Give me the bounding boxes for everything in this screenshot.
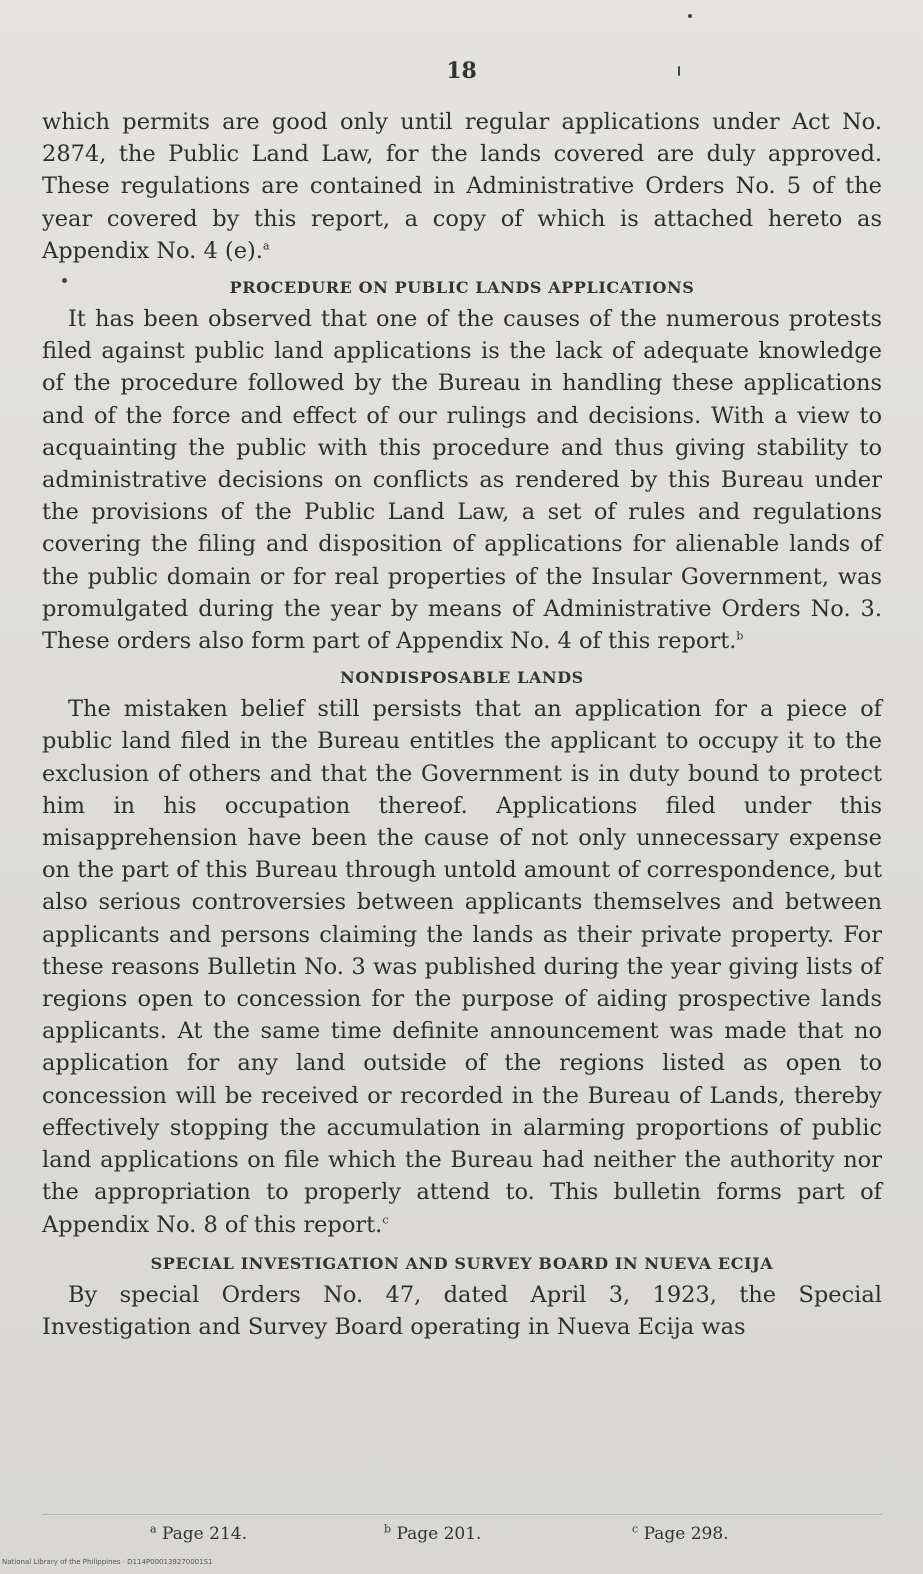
library-watermark: National Library of the Philippines · D114P000139270001S1 <box>2 1558 213 1566</box>
section-heading-nondisposable: NONDISPOSABLE LANDS <box>340 668 584 688</box>
footnotes <box>0 1524 923 1550</box>
footnote-marker: b <box>736 629 744 643</box>
footnote-text: Page 298. <box>643 1524 729 1544</box>
section-paragraph-text: It has been observed that one of the causes of the numerous protests filed against public land applications is the lack of adequate knowledge of the procedure followed by the Bureau in handling these applications and of the force and effect of our rulings and decisions. With a view to acquainting the public with this procedure and thus giving stability to administrative decisions on conflicts as rendered by this Bureau under the provisions of the Public Land Law, a set of rules and regulations covering the filing and disposition of applications for alienable lands of the public domain or for real properties of the Insular Government, was promulgated during the year by means of Administrative Orders No. 3. These orders also form part of Appendix No. 4 of this report. <box>42 306 882 655</box>
footnote-marker: c <box>382 1213 389 1226</box>
footnote-text: Page 201. <box>396 1524 482 1544</box>
section-heading-special-board: SPECIAL INVESTIGATION AND SURVEY BOARD IN NUEVA ECIJA <box>150 1253 774 1273</box>
footnote-mark: b <box>384 1522 392 1536</box>
footnote-b <box>384 1524 481 1544</box>
section-paragraph-text: The mistaken belief still persists that an application for a piece of public land filed in the Bureau entitles the applicant to occupy it to the exclusion of others and that the Government is in duty bound to protect him in his occupation thereof. Applications filed under this misapprehension have been the cause of not only unnecessary expense on the part of this Bureau through untold amount of correspondence, but also serious controversies between applicants themselves and between applicants and persons claiming the lands as their private property. For these reasons Bulletin No. 3 was published during the year giving lists of regions open to concession for the purpose of aiding prospective lands applicants. At the same time definite announcement was made that no application for any land outside of the regions listed as open to concession will be received or recorded in the Bureau of Lands, thereby effectively stopping the accumulation in alarming proportions of public land applications on file which the Bureau had neither the authority nor the appropriation to properly attend to. This bulletin forms part of Appendix No. 8 of this report. <box>42 696 882 1238</box>
footnote-marker: a <box>262 239 270 253</box>
intro-paragraph-text: which permits are good only until regular applications under Act No. 2874, the Public Land Law, for the lands covered are duly approved. These regulations are contained in Administrative Orders No. 5 of the year covered by this report, a copy of which is attached hereto as Appendix No. 4 (e). <box>42 109 882 264</box>
intro-paragraph <box>42 106 882 267</box>
section-paragraph-procedure <box>42 303 882 657</box>
section-paragraph-nondisposable <box>42 693 882 1240</box>
footnote-divider <box>42 1514 882 1515</box>
footnote-mark: c <box>632 1522 639 1536</box>
footnote-mark: a <box>150 1522 157 1536</box>
footnote-text: Page 214. <box>161 1524 247 1544</box>
section-paragraph-text: By special Orders No. 47, dated April 3, 1923, the Special Investigation and Survey Board operating in Nueva Ecija was <box>42 1281 882 1340</box>
footnote-a <box>150 1524 247 1544</box>
section-paragraph-special-board <box>42 1279 882 1343</box>
page-number: 18 <box>446 58 477 84</box>
page-body <box>42 106 882 1343</box>
footnote-c <box>632 1524 729 1544</box>
section-heading-procedure: PROCEDURE ON PUBLIC LANDS APPLICATIONS <box>229 278 695 298</box>
